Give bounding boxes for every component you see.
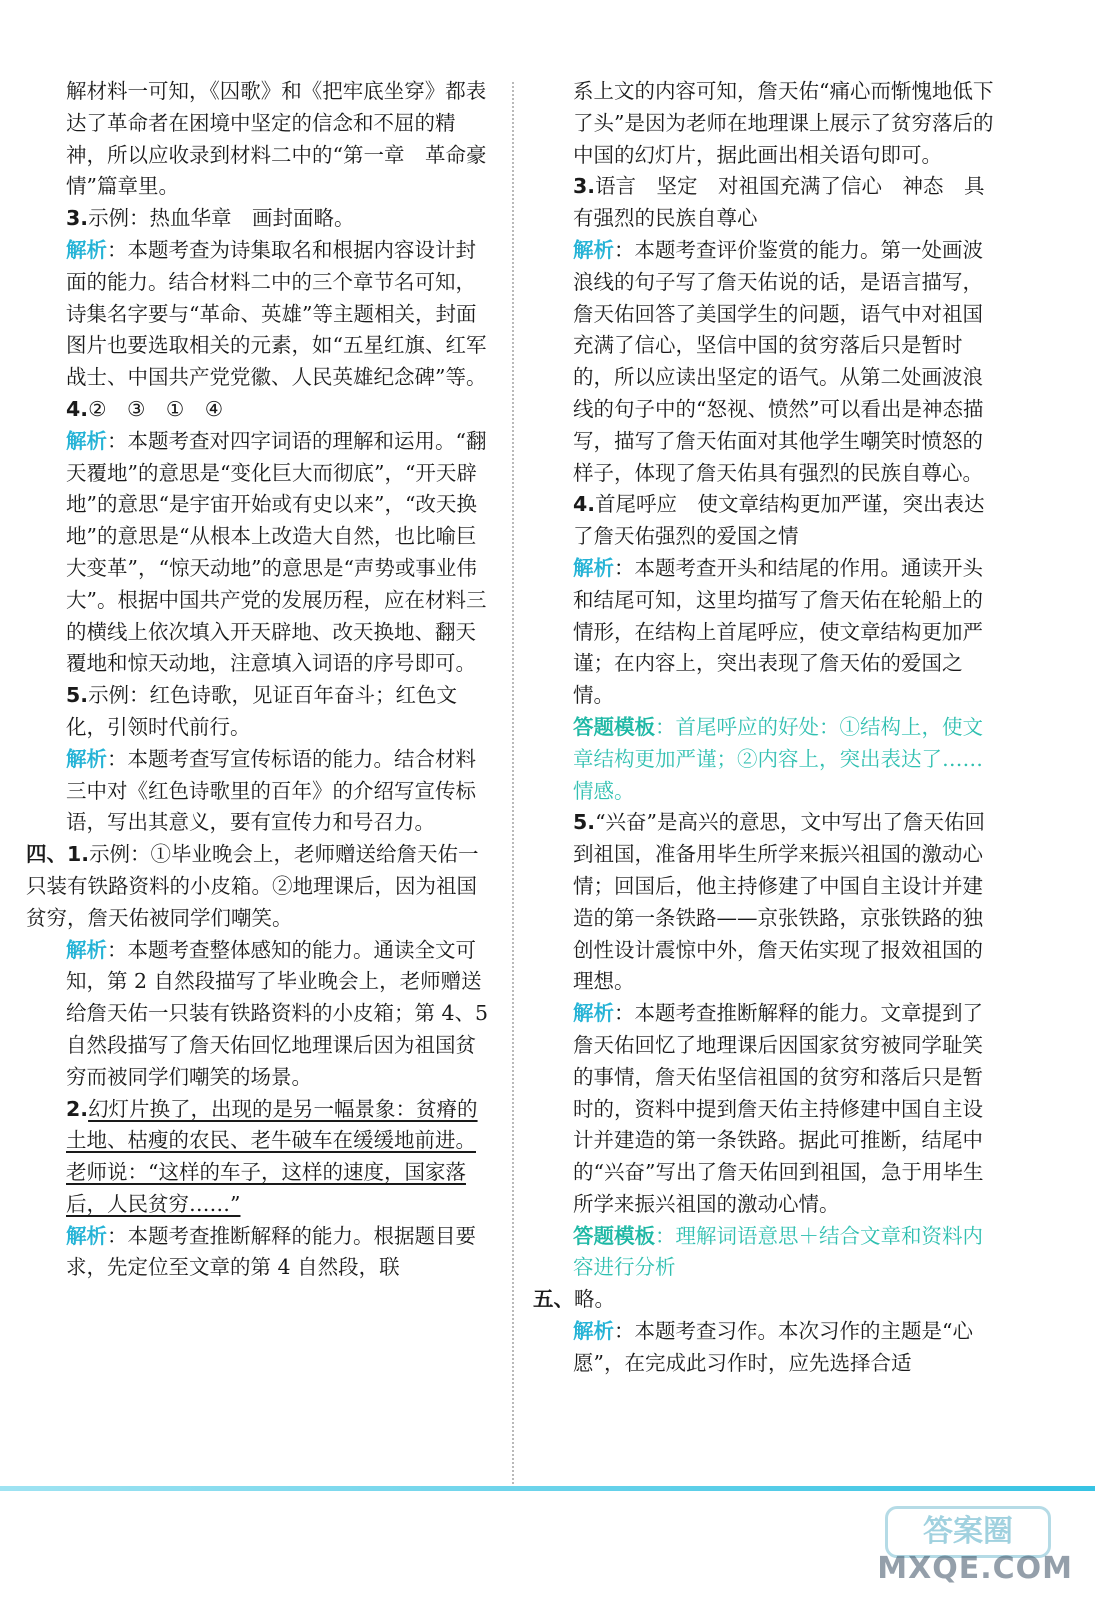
question-number: 5. — [573, 810, 596, 835]
analysis-5 — [66, 744, 494, 839]
answer-text: “兴奋”是高兴的意思，文中写出了詹天佑回到祖国，准备用毕生所学来振兴祖国的激动心情；回国后，他主持修建了中国自主设计并建造的第一条铁路——京张铁路，京张铁路的独创性设计震惊中外，詹天佑实现了报效祖国的理想。 — [573, 810, 986, 994]
analysis-3 — [66, 235, 494, 394]
question-4-2 — [66, 1094, 494, 1221]
answer-template-5 — [573, 1221, 995, 1285]
question-5 — [573, 807, 995, 998]
analysis-tag: 解析 — [66, 746, 107, 771]
section-label: 五、 — [533, 1287, 574, 1312]
analysis-text: ：本题考查推断解释的能力。根据题目要求，先定位至文章的第 4 自然段，联 — [66, 1223, 476, 1280]
analysis-text: ：本题考查对四字词语的理解和运用。“翻天覆地”的意思是“变化巨大而彻底”，“开天辟地”的意思“是宇宙开始或有史以来”，“改天换地”的意思是“从根本上改造大自然，也比喻巨大变革”，“惊天动地”的意思是“声势或事业伟大”。根据中国共产党的发展历程，应在材料三的横线上依次填入开天辟地、改天换地、翻天覆地和惊天动地，注意填入词语的序号即可。 — [66, 428, 487, 676]
footer-band — [0, 1486, 1095, 1491]
watermark-url: MXQE.COM — [877, 1551, 1073, 1586]
watermark-logo: 答案圈 — [885, 1506, 1051, 1558]
question-number: 5. — [66, 683, 89, 708]
question-4 — [573, 489, 995, 553]
question-number: 4. — [66, 396, 89, 421]
left-column — [26, 76, 494, 1284]
column-divider — [512, 82, 514, 1484]
analysis-3 — [573, 235, 995, 489]
question-number: 1. — [67, 842, 90, 867]
analysis-4 — [573, 553, 995, 712]
template-tag: 答题模板 — [573, 714, 655, 739]
underlined-answer: 幻灯片换了，出现的是另一幅景象：贫瘠的土地、枯瘦的农民、老牛破车在缓缓地前进。老师说：“这样的车子，这样的速度，国家落后，人民贫穷……” — [66, 1096, 478, 1216]
analysis-text: ：本题考查为诗集取名和根据内容设计封面的能力。结合材料二中的三个章节名可知，诗集名字要与“革命、英雄”等主题相关，封面图片也要选取相关的元素，如“五星红旗、红军战士、中国共产党党徽、人民英雄纪念碑”等。 — [66, 237, 487, 390]
analysis-tag: 解析 — [573, 237, 614, 262]
answer-text: ② ③ ① ④ — [88, 396, 224, 421]
analysis-text: ：本题考查评价鉴赏的能力。第一处画波浪线的句子写了詹天佑说的话，是语言描写，詹天佑回答了美国学生的问题，语气中对祖国充满了信心，坚信中国的贫穷落后只是暂时的，所以应读出坚定的语气。从第二处画波浪线的句子中的“怒视、愤然”可以看出是神态描写，描写了詹天佑面对其他学生嘲笑时愤怒的样子，体现了詹天佑具有强烈的民族自尊心。 — [573, 237, 984, 485]
right-continued-paragraph: 系上文的内容可知，詹天佑“痛心而惭愧地低下了头”是因为老师在地理课上展示了贫穷落后的中国的幻灯片，据此画出相关语句即可。 — [573, 79, 994, 167]
analysis-5 — [573, 998, 995, 1221]
analysis-4-2 — [66, 1221, 494, 1285]
analysis-text: ：本题考查写宣传标语的能力。结合材料三中对《红色诗歌里的百年》的介绍写宣传标语，写出其意义，要有宣传力和号召力。 — [66, 746, 476, 835]
answer-text: 示例：红色诗歌，见证百年奋斗；红色文化，引领时代前行。 — [66, 683, 458, 739]
answer-text: 语言 坚定 对祖国充满了信心 神态 具有强烈的民族自尊心 — [573, 174, 985, 231]
question-number: 3. — [66, 206, 89, 231]
question-number: 2. — [66, 1096, 89, 1121]
answer-template-4 — [573, 712, 995, 807]
analysis-tag: 解析 — [573, 1319, 614, 1344]
question-number: 3. — [573, 174, 596, 199]
left-continued-paragraph: 解材料一可知，《囚歌》和《把牢底坐穿》都表达了革命者在困境中坚定的信念和不屈的精神，所以应收录到材料二中的“第一章 革命豪情”篇章里。 — [66, 79, 487, 199]
answer-text: 示例：热血华章 画封面略。 — [88, 206, 355, 231]
template-text: ：首尾呼应的好处：①结构上，使文章结构更加严谨；②内容上，突出表达了……情感。 — [573, 714, 983, 803]
analysis-tag: 解析 — [573, 555, 614, 580]
section-5 — [533, 1284, 995, 1316]
answer-text: 示例：①毕业晚会上，老师赠送给詹天佑一只装有铁路资料的小皮箱。②地理课后，因为祖国贫穷，詹天佑被同学们嘲笑。 — [26, 842, 479, 930]
watermark — [873, 1506, 1073, 1586]
analysis-text: ：本题考查整体感知的能力。通读全文可知，第 2 自然段描写了毕业晚会上，老师赠送给詹天佑一只装有铁路资料的小皮箱；第 4、5 自然段描写了詹天佑回忆地理课后因为祖国贫穷而被同学们嘲笑的场景。 — [66, 937, 489, 1089]
analysis-tag: 解析 — [573, 1001, 614, 1026]
analysis-4-1 — [66, 935, 494, 1094]
question-5 — [66, 680, 494, 744]
question-4 — [66, 394, 494, 426]
analysis-tag: 解析 — [66, 937, 107, 962]
analysis-tag: 解析 — [66, 1223, 107, 1248]
section-4-question-1 — [26, 839, 494, 934]
answer-text: 首尾呼应 使文章结构更加严谨，突出表达了詹天佑强烈的爱国之情 — [573, 492, 985, 549]
analysis-text: ：本题考查开头和结尾的作用。通读开头和结尾可知，这里均描写了詹天佑在轮船上的情形，在结构上首尾呼应，使文章结构更加严谨；在内容上，突出表现了詹天佑的爱国之情。 — [573, 555, 983, 708]
template-tag: 答题模板 — [573, 1223, 655, 1248]
right-column — [533, 76, 995, 1380]
analysis-6 — [573, 1316, 995, 1380]
section-label: 四、 — [26, 842, 67, 867]
analysis-tag: 解析 — [66, 237, 107, 262]
question-number: 4. — [573, 492, 596, 517]
question-3 — [573, 171, 995, 235]
template-text: ：理解词语意思＋结合文章和资料内容进行分析 — [573, 1223, 983, 1280]
question-3 — [66, 203, 494, 235]
analysis-4 — [66, 426, 494, 680]
analysis-text: ：本题考查习作。本次习作的主题是“心愿”，在完成此习作时，应先选择合适 — [573, 1319, 973, 1375]
analysis-text: ：本题考查推断解释的能力。文章提到了詹天佑回忆了地理课后因国家贫穷被同学耻笑的事情，詹天佑坚信祖国的贫穷和落后只是暂时的，资料中提到詹天佑主持修建中国自主设计并建造的第一条铁路。据此可推断，结尾中的“兴奋”写出了詹天佑回到祖国，急于用毕生所学来振兴祖国的激动心情。 — [573, 1001, 984, 1216]
answer-text: 略。 — [574, 1287, 615, 1312]
analysis-tag: 解析 — [66, 428, 107, 453]
